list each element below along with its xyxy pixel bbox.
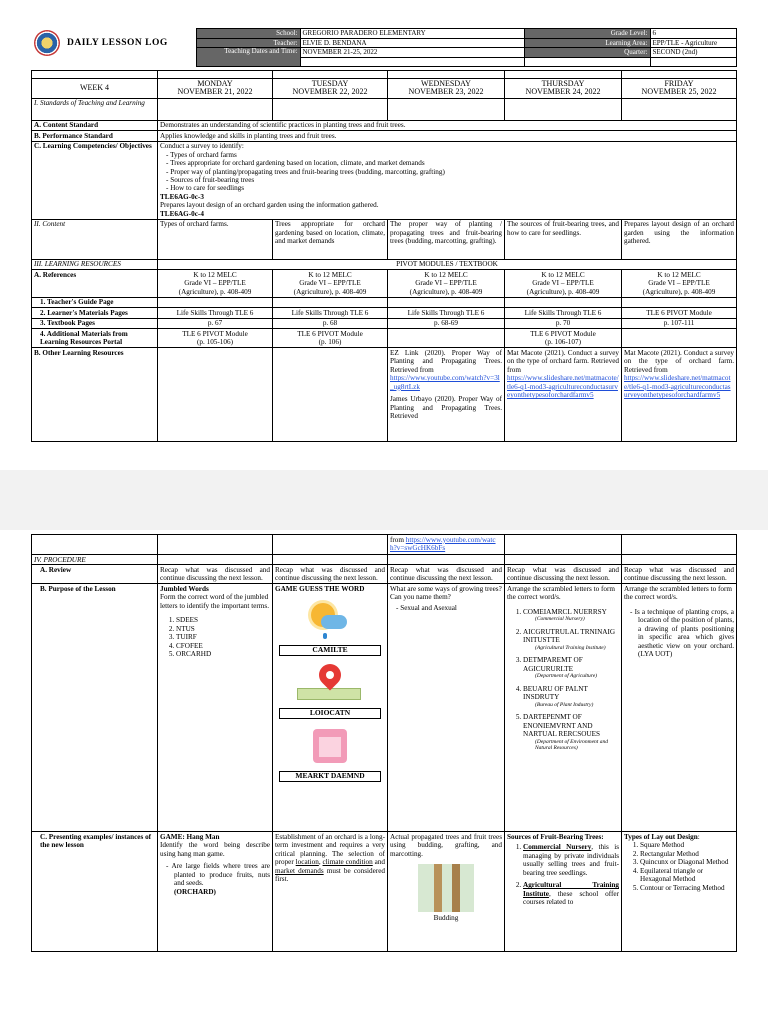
references-thursday: K to 12 MELC Grade VI – EPP/TLE (Agriculture), p. 408-409 bbox=[505, 270, 622, 297]
presenting-friday: Types of Lay out Design: 1. Square Method 2. Rectangular Method 3. Quincunx or Diagonal Method 4. Equilateral triangle or Hexagonal Method 5. Contour or Terracing Method bbox=[622, 832, 737, 952]
youtube-link-2[interactable]: https://www.youtube.com/watch?v=swGcHK6bFs bbox=[390, 535, 496, 552]
jumbled-word: 4. CFOFEE bbox=[176, 642, 270, 650]
budding-caption: Budding bbox=[433, 914, 459, 923]
tb-thursday: p. 70 bbox=[505, 318, 622, 328]
tb-wednesday: p. 68-69 bbox=[388, 318, 505, 328]
competency-item: - Proper way of planting/propagating trees and fruit-bearing trees (budding, marcotting, grafting) bbox=[174, 168, 734, 176]
page-one bbox=[0, 0, 768, 470]
presenting-thursday: Sources of Fruit-Bearing Trees: 1. Commercial Nursery, this is managing by private individuals usually selling trees and fruit-bearing tree seedlings. 2. Agricultural Training Institute, these school offer courses related to bbox=[505, 832, 622, 952]
source-item: 1. Commercial Nursery, this is managing by private individuals usually selling trees and fruit-bearing tree seedlings. bbox=[523, 843, 619, 877]
header-table bbox=[31, 28, 737, 67]
layout-method: 5. Contour or Terracing Method bbox=[640, 884, 734, 892]
lm-monday: Life Skills Through TLE 6 bbox=[158, 308, 273, 318]
competency-item: - How to care for seedlings bbox=[174, 184, 734, 192]
day-thursday: THURSDAY NOVEMBER 24, 2022 bbox=[505, 79, 622, 99]
slideshare-link-friday[interactable]: https://www.slideshare.net/matmacote/tle6-q1-mod3-agricultureconductasurveyonthetypesoforchardfarmv5 bbox=[624, 374, 731, 400]
lm-tuesday: Life Skills Through TLE 6 bbox=[273, 308, 388, 318]
day-tuesday: TUESDAY NOVEMBER 22, 2022 bbox=[273, 79, 388, 99]
review-label: A. Review bbox=[32, 565, 158, 584]
other-resources-friday: Mat Macote (2021). Conduct a survey on the type of orchard farm. Retrieved from https://www.slideshare.net/matmacote/tle6-q1-mod3-agricultureconductasurveyonthetypesoforchardfarmv5 bbox=[622, 348, 737, 442]
presenting-wednesday: Actual propagated trees and fruit trees using budding, grafting, and marcotting. Budding bbox=[388, 832, 505, 952]
standards-section: I. Standards of Teaching and Learning bbox=[32, 98, 158, 120]
presenting-monday: GAME: Hang Man Identify the word being describe using hang man game. - Are large fields where trees are planted to produce fruits, nuts and seeds. (ORCHARD) bbox=[158, 832, 273, 952]
purpose-thursday: Arrange the scrambled letters to form the correct word/s. 1. COMEIAMRCL NUERRSY (Commercial Nursery) 2. AICGRUTRULAL TRNINAIG INITUSTTE (Agricultural Training Institute) 3. DETMPAREMT OF AGICURURLTE (Department of Agriculture) 4. BEUARU OF PALNT INSDRUTY (Bureau of Plant Industry) 5. DARTEPENMT OF ENONIEMVRNT AND NARTUAL RERCSOUES (Department of Environment and Natural Resources) bbox=[505, 584, 622, 832]
references-wednesday: K to 12 MELC Grade VI – EPP/TLE (Agriculture), p. 408-409 bbox=[388, 270, 505, 297]
review-tuesday: Recap what was discussed and continue discussing the next lesson. bbox=[273, 565, 388, 584]
competency-code: TLE6AG-0c-4 bbox=[160, 209, 204, 218]
content-tuesday: Trees appropriate for orchard gardening based on location, climate, and market demands bbox=[273, 219, 388, 259]
scrambled-item: 2. AICGRUTRULAL TRNINAIG INITUSTTE (Agricultural Training Institute) bbox=[523, 628, 619, 651]
day-friday: FRIDAY NOVEMBER 25, 2022 bbox=[622, 79, 737, 99]
school-label: School: bbox=[196, 29, 300, 39]
competency-code-text: Prepares layout design of an orchard garden using the information gathered. bbox=[160, 201, 379, 210]
purpose-tuesday: GAME GUESS THE WORD CAMILTE LOIOCATN MEARKT DAEMND bbox=[273, 584, 388, 832]
other-resources-label: B. Other Learning Resources bbox=[32, 348, 158, 442]
additional-materials-label: 4. Additional Materials from Learning Resources Portal bbox=[32, 329, 158, 348]
fri-item: - Is a technique of planting crops, a location of the position of plants, a drawing of plants positioning in specific area which gives aesthetic view on your orchard. (LYA UOT) bbox=[638, 608, 734, 659]
competencies-label: C. Learning Competencies/ Objectives bbox=[32, 141, 158, 219]
performance-standard-label: B. Performance Standard bbox=[32, 131, 158, 141]
purpose-monday: Jumbled Words Form the correct word of the jumbled letters to identify the important terms. 1. SDEES 2. NTUS 3. TUIRF 4. CFOFEE 5. ORCARHD bbox=[158, 584, 273, 832]
layout-method: 1. Square Method bbox=[640, 841, 734, 849]
competency-item: - Trees appropriate for orchard gardening based on location, climate, and market demands bbox=[174, 159, 734, 167]
school-value: GREGORIO PARADERO ELEMENTARY bbox=[300, 29, 524, 39]
quarter-value: SECOND (2nd) bbox=[650, 48, 736, 58]
review-friday: Recap what was discussed and continue discussing the next lesson. bbox=[622, 565, 737, 584]
competency-code: TLE6AG-0c-3 bbox=[160, 192, 204, 201]
resources-section: III. LEARNING RESOURCES bbox=[32, 259, 158, 269]
scrambled-item: 4. BEUARU OF PALNT INSDRUTY (Bureau of Plant Industry) bbox=[523, 685, 619, 708]
weather-icon bbox=[275, 599, 385, 643]
market-icon bbox=[275, 725, 385, 769]
scrambled-item: 5. DARTEPENMT OF ENONIEMVRNT AND NARTUAL RERCSOUES (Department of Environment and Natural Resources) bbox=[523, 713, 619, 751]
layout-method: 3. Quincunx or Diagonal Method bbox=[640, 858, 734, 866]
procedure-section: IV. PROCEDURE bbox=[32, 555, 158, 565]
hangman-clue: - Are large fields where trees are planted to produce fruits, nuts and seeds. bbox=[174, 862, 270, 887]
quarter-label: Quarter: bbox=[524, 48, 650, 58]
day-monday: MONDAY NOVEMBER 21, 2022 bbox=[158, 79, 273, 99]
wed-resource-continued: from https://www.youtube.com/watch?v=swGcHK6bFs bbox=[388, 535, 505, 555]
add-friday bbox=[622, 329, 737, 348]
page-title: DAILY LESSON LOG bbox=[67, 37, 168, 48]
content-thursday: The sources of fruit-bearing trees, and how to care for seedlings. bbox=[505, 219, 622, 259]
purpose-label: B. Purpose of the Lesson bbox=[32, 584, 158, 832]
day-wednesday: WEDNESDAY NOVEMBER 23, 2022 bbox=[388, 79, 505, 99]
scrambled-item: 1. COMEIAMRCL NUERRSY (Commercial Nursery) bbox=[523, 608, 619, 623]
budding-image bbox=[418, 864, 474, 912]
presenting-tuesday: Establishment of an orchard is a long-term investment and requires a very critical planning. The selection of proper location, climate condition and market demands must be considered first. bbox=[273, 832, 388, 952]
guess-word: LOIOCATN bbox=[279, 708, 381, 719]
lesson-table-page1 bbox=[31, 70, 737, 442]
review-monday: Recap what was discussed and continue discussing the next lesson. bbox=[158, 565, 273, 584]
review-wednesday: Recap what was discussed and continue discussing the next lesson. bbox=[388, 565, 505, 584]
learners-materials-label: 2. Learner's Materials Pages bbox=[32, 308, 158, 318]
lm-wednesday: Life Skills Through TLE 6 bbox=[388, 308, 505, 318]
competency-item: - Sources of fruit-bearing trees bbox=[174, 176, 734, 184]
layout-method: 4. Equilateral triangle or Hexagonal Method bbox=[640, 867, 734, 884]
lm-friday: TLE 6 PIVOT Module bbox=[622, 308, 737, 318]
references-monday: K to 12 MELC Grade VI – EPP/TLE (Agriculture), p. 408-409 bbox=[158, 270, 273, 297]
competency-item: - Types of orchard farms bbox=[174, 151, 734, 159]
week-row bbox=[32, 79, 737, 99]
content-monday: Types of orchard farms. bbox=[158, 219, 273, 259]
lesson-table-page2 bbox=[31, 534, 737, 952]
slideshare-link-thursday[interactable]: https://www.slideshare.net/matmacote/tle6-q1-mod3-agricultureconductasurveyonthetypesoforchardfarmv5 bbox=[507, 374, 619, 400]
scrambled-item: 3. DETMPAREMT OF AGICURURLTE (Department of Agriculture) bbox=[523, 656, 619, 679]
grade-value: 6 bbox=[650, 29, 736, 39]
other-resources-wednesday: EZ Link (2020). Proper Way of Planting and Propagating Trees. Retrieved from https://www.youtube.com/watch?v=3l_ug8rtLzk James Urbayo (2020). Proper Way of Planting and Propagating Trees. Retrieved bbox=[388, 348, 505, 442]
content-label: II. Content bbox=[32, 219, 158, 259]
tb-friday: p. 107-111 bbox=[622, 318, 737, 328]
content-standard: Demonstrates an understanding of scientific practices in planting trees and fruit trees. bbox=[158, 120, 737, 130]
other-resources-thursday: Mat Macote (2021). Conduct a survey on the type of orchard farm. Retrieved from https://www.slideshare.net/matmacote/tle6-q1-mod3-agricultureconductasurveyonthetypesoforchardfarmv5 bbox=[505, 348, 622, 442]
dates-label: Teaching Dates and Time: bbox=[196, 48, 300, 67]
purpose-wednesday: What are some ways of growing trees? Can you name them? - Sexual and Asexual bbox=[388, 584, 505, 832]
review-thursday: Recap what was discussed and continue discussing the next lesson. bbox=[505, 565, 622, 584]
jumbled-word: 3. TUIRF bbox=[176, 633, 270, 641]
add-tuesday: TLE 6 PIVOT Module (p. 106) bbox=[273, 329, 388, 348]
competencies: Conduct a survey to identify: - Types of orchard farms - Trees appropriate for orchard gardening based on location, climate, and market demands - Proper way of planting/propagating trees and fruit-bearing trees (budding, marcotting, grafting) - Sources of fruit-bearing trees - How to care for seedlings TLE6AG-0c-3 Prepares layout design of an orchard garden using the information gathered. TLE6AG-0c-4 bbox=[158, 141, 737, 219]
deped-seal-icon bbox=[34, 30, 60, 56]
tb-tuesday: p. 68 bbox=[273, 318, 388, 328]
teacher-label: Teacher: bbox=[196, 38, 300, 48]
layout-method: 2. Rectangular Method bbox=[640, 850, 734, 858]
tb-monday: p. 67 bbox=[158, 318, 273, 328]
guess-word: MEARKT DAEMND bbox=[279, 771, 381, 782]
lm-thursday: Life Skills Through TLE 6 bbox=[505, 308, 622, 318]
add-monday: TLE 6 PIVOT Module (p. 105-106) bbox=[158, 329, 273, 348]
content-friday: Prepares layout design of an orchard garden using the information gathered. bbox=[622, 219, 737, 259]
references-friday: K to 12 MELC Grade VI – EPP/TLE (Agriculture), p. 408-409 bbox=[622, 270, 737, 297]
teachers-guide-label: 1. Teacher's Guide Page bbox=[32, 297, 158, 307]
week-label: WEEK 4 bbox=[32, 79, 158, 99]
pivot-heading: PIVOT MODULES / TEXTBOOK bbox=[158, 259, 737, 269]
add-wednesday bbox=[388, 329, 505, 348]
performance-standard: Applies knowledge and skills in planting trees and fruit trees. bbox=[158, 131, 737, 141]
jumbled-word: 5. ORCARHD bbox=[176, 650, 270, 658]
area-value: EPP/TLE - Agriculture bbox=[650, 38, 736, 48]
add-thursday: TLE 6 PIVOT Module (p. 106-107) bbox=[505, 329, 622, 348]
location-pin-icon bbox=[275, 662, 385, 706]
source-item: 2. Agricultural Training Institute, these school offer courses related to bbox=[523, 881, 619, 906]
dates-value: NOVEMBER 21-25, 2022 bbox=[300, 48, 524, 58]
references-label: A. References bbox=[32, 270, 158, 297]
youtube-link-1[interactable]: https://www.youtube.com/watch?v=3l_ug8rtLzk bbox=[390, 374, 500, 391]
content-wednesday: The proper way of planting / propagating trees and fruit-bearing trees (budding, marcotting, grafting). bbox=[388, 219, 505, 259]
jumbled-word: 1. SDEES bbox=[176, 616, 270, 624]
hangman-answer: (ORCHARD) bbox=[174, 887, 216, 896]
presenting-label: C. Presenting examples/ instances of the new lesson bbox=[32, 832, 158, 952]
purpose-friday: Arrange the scrambled letters to form the correct word/s. - Is a technique of planting crops, a location of the position of plants, a drawing of plants positioning in specific area which gives aesthetic view on your orchard. (LYA UOT) bbox=[622, 584, 737, 832]
textbook-pages-label: 3. Textbook Pages bbox=[32, 318, 158, 328]
teacher-value: ELVIE D. BENDANA bbox=[300, 38, 524, 48]
area-label: Learning Area: bbox=[524, 38, 650, 48]
jumbled-word: 2. NTUS bbox=[176, 625, 270, 633]
grade-label: Grade Level: bbox=[524, 29, 650, 39]
wed-answer: - Sexual and Asexual bbox=[404, 604, 502, 612]
references-tuesday: K to 12 MELC Grade VI – EPP/TLE (Agriculture), p. 408-409 bbox=[273, 270, 388, 297]
content-standard-label: A. Content Standard bbox=[32, 120, 158, 130]
guess-word: CAMILTE bbox=[279, 645, 381, 656]
logo-cell bbox=[31, 29, 196, 67]
